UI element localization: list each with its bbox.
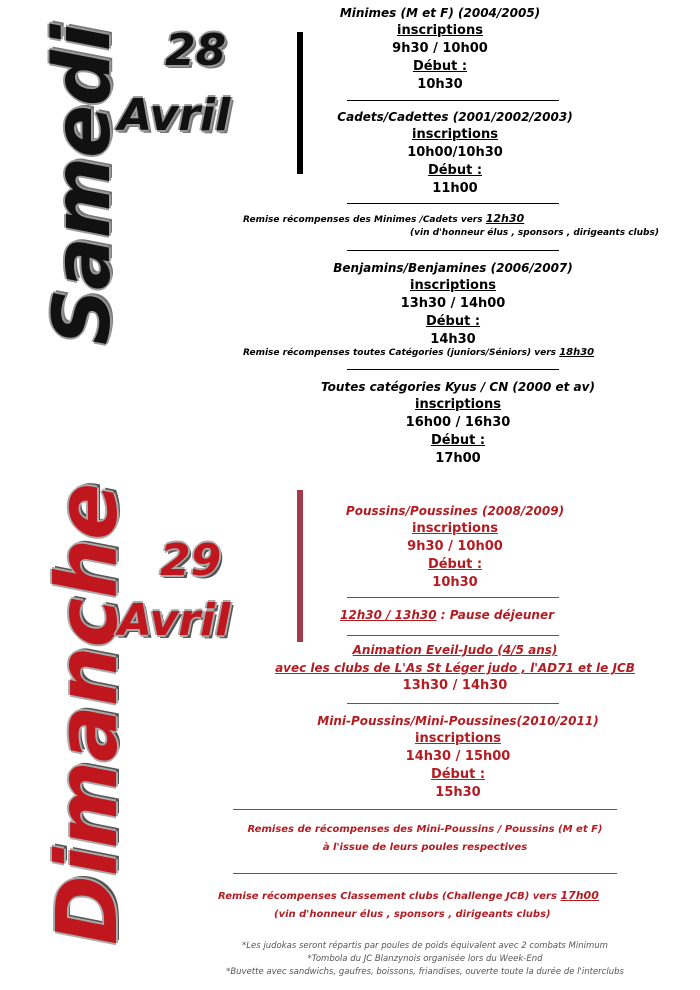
- award-time: 12h30: [485, 212, 525, 225]
- saturday-month: Avril: [118, 90, 231, 141]
- sunday-day-label: Dimanche: [38, 483, 136, 945]
- sunday-block-poussins: [310, 502, 600, 592]
- award-line2: à l'issue de leurs poules respectives: [322, 842, 528, 853]
- divider: [347, 369, 559, 370]
- inscriptions-label: inscriptions: [412, 127, 498, 142]
- anim-clubs: avec les clubs de L'As St Léger judo , l'AD71 et le JCB: [275, 661, 635, 675]
- saturday-block-cadets: [310, 108, 600, 198]
- sunday-award2: [218, 889, 678, 902]
- inscriptions-label: inscriptions: [415, 731, 501, 746]
- saturday-block-kyus: [295, 378, 621, 468]
- debut-time: 11h00: [432, 181, 478, 196]
- debut-label: Début :: [430, 433, 486, 448]
- debut-time: 10h30: [432, 575, 478, 590]
- block-title: Cadets/Cadettes (2001/2002/2003): [337, 110, 573, 124]
- debut-time: 14h30: [430, 332, 476, 347]
- award-time: 17h00: [560, 889, 599, 902]
- saturday-award1-sub: (vin d'honneur élus , sponsors , dirigeants clubs): [410, 228, 659, 238]
- divider: [347, 597, 559, 598]
- note-3: *Buvette avec sandwichs, gaufres, boissons, friandises, ouverte toute la durée de l'interclubs: [226, 967, 624, 977]
- sunday-date-number: 29: [160, 535, 222, 586]
- divider: [233, 873, 617, 874]
- debut-label: Début :: [425, 314, 481, 329]
- divider: [347, 100, 559, 101]
- debut-label: Début :: [430, 767, 486, 782]
- sunday-month: Avril: [118, 595, 231, 646]
- sunday-vertical-bar: [297, 490, 303, 642]
- award-time: 18h30: [559, 347, 595, 358]
- anim-title: Animation Eveil-Judo (4/5 ans): [352, 643, 558, 657]
- award-line1: Remises de récompenses des Mini-Poussins / Poussins (M et F): [247, 824, 603, 835]
- anim-time: 13h30 / 14h30: [402, 678, 508, 693]
- award-text: Remise récompenses des Minimes /Cadets vers: [243, 215, 483, 225]
- sunday-award1: [200, 821, 650, 857]
- block-title: Poussins/Poussines (2008/2009): [345, 504, 565, 518]
- saturday-block-benjamins: [300, 259, 606, 349]
- divider: [347, 703, 559, 704]
- inscriptions-time: 10h00/10h30: [407, 145, 503, 160]
- block-title: Benjamins/Benjamines (2006/2007): [333, 261, 573, 275]
- award-text: Remise récompenses Classement clubs (Challenge JCB) vers: [218, 891, 557, 902]
- saturday-block-minimes: [320, 4, 560, 94]
- inscriptions-label: inscriptions: [397, 23, 483, 38]
- divider: [347, 635, 559, 636]
- debut-label: Début :: [412, 59, 468, 74]
- saturday-vertical-bar: [297, 32, 303, 174]
- block-title: Toutes catégories Kyus / CN (2000 et av): [321, 380, 595, 394]
- divider: [233, 809, 617, 810]
- debut-time: 10h30: [417, 77, 463, 92]
- inscriptions-time: 16h00 / 16h30: [405, 415, 511, 430]
- note-2: *Tombola du JC Blanzynois organisée lors du Week-End: [307, 954, 543, 964]
- inscriptions-time: 9h30 / 10h00: [392, 41, 488, 56]
- debut-label: Début :: [427, 163, 483, 178]
- footnotes: [195, 940, 655, 979]
- inscriptions-time: 14h30 / 15h00: [405, 749, 511, 764]
- pause-time: 12h30 / 13h30: [340, 608, 437, 622]
- saturday-award2: [243, 347, 663, 358]
- sunday-animation: [255, 641, 655, 695]
- debut-label: Début :: [427, 557, 483, 572]
- sunday-pause: [340, 608, 554, 622]
- inscriptions-label: inscriptions: [410, 278, 496, 293]
- note-1: *Les judokas seront répartis par poules de poids équivalent avec 2 combats Minimum: [242, 941, 608, 951]
- saturday-date-number: 28: [165, 25, 227, 76]
- inscriptions-label: inscriptions: [412, 521, 498, 536]
- divider: [347, 250, 559, 251]
- sunday-award2-sub: (vin d'honneur élus , sponsors , dirigeants clubs): [274, 909, 551, 920]
- debut-time: 15h30: [435, 785, 481, 800]
- inscriptions-time: 9h30 / 10h00: [407, 539, 503, 554]
- saturday-award1: [243, 212, 663, 225]
- inscriptions-time: 13h30 / 14h00: [400, 296, 506, 311]
- saturday-day-label: Samedi: [38, 25, 128, 345]
- sunday-block-mini-poussins: [295, 712, 621, 802]
- award-text: Remise récompenses toutes Catégories (juniors/Séniors) vers: [243, 348, 557, 358]
- block-title: Minimes (M et F) (2004/2005): [339, 6, 541, 20]
- debut-time: 17h00: [435, 451, 481, 466]
- pause-text: : Pause déjeuner: [436, 608, 555, 622]
- inscriptions-label: inscriptions: [415, 397, 501, 412]
- block-title: Mini-Poussins/Mini-Poussines(2010/2011): [317, 714, 599, 728]
- divider: [347, 203, 559, 204]
